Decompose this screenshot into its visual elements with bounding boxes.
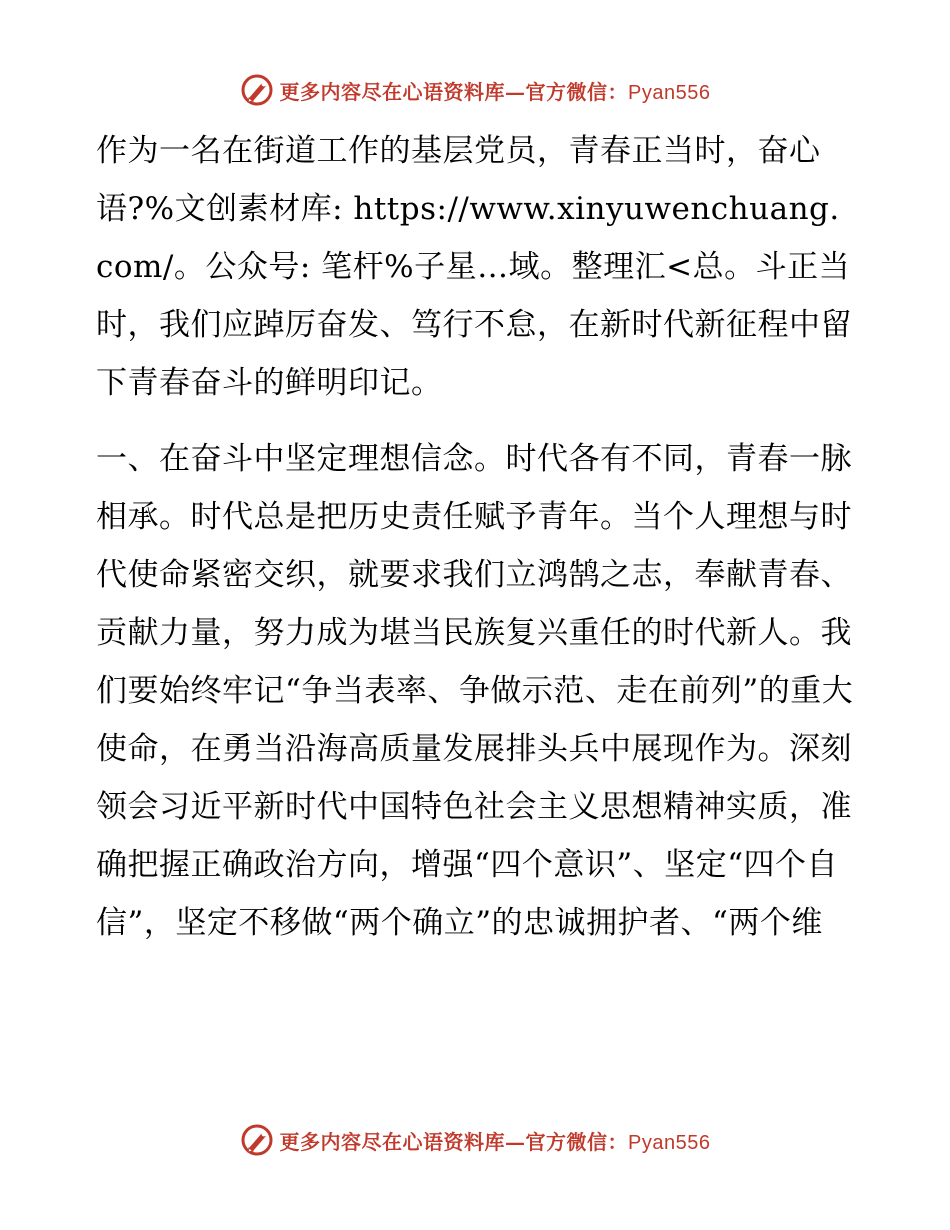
watermark-row [240, 1123, 711, 1157]
watermark-dash: — [505, 79, 526, 104]
watermark-text [280, 1126, 711, 1155]
watermark-wechat-id: Pyan556 [628, 1131, 711, 1154]
watermark-dash: — [505, 1129, 526, 1154]
pen-circle-logo-icon [240, 73, 274, 107]
watermark-wechat-label: 官方微信： [525, 79, 629, 104]
document-body [96, 122, 856, 1102]
watermark-text [280, 76, 711, 105]
watermark-row [240, 73, 711, 107]
watermark-wechat-id: Pyan556 [628, 81, 711, 104]
watermark-wechat-label: 官方微信： [525, 1129, 629, 1154]
pen-circle-logo-icon [240, 1123, 274, 1157]
footer-watermark [0, 1120, 950, 1160]
watermark-main-text: 更多内容尽在心语资料库 [279, 79, 506, 104]
header-watermark [0, 70, 950, 110]
paragraph-intro: 作为一名在街道工作的基层党员，青春正当时，奋心语?%文创素材库: https://www.xinyuwenchuang.com/。公众号: 笔杆%子星…域。整理汇<总。斗正当时，我们应踔厉奋发、笃行不怠，在新时代新征程中留下青春奋斗的鲜明印记。 [96, 133, 852, 401]
paragraph-section-one: 一、在奋斗中坚定理想信念。时代各有不同，青春一脉相承。时代总是把历史责任赋予青年。当个人理想与时代使命紧密交织，就要求我们立鸿鹄之志，奉献青春、贡献力量，努力成为堪当民族复兴重任的时代新人。我们要始终牢记“争当表率、争做示范、走在前列”的重大使命，在勇当沿海高质量发展排头兵中展现作为。深刻领会习近平新时代中国特色社会主义思想精神实质，准确把握正确政治方向，增强“四个意识”、坚定“四个自信”，坚定不移做“两个确立”的忠诚拥护者、“两个维 [96, 441, 854, 941]
watermark-main-text: 更多内容尽在心语资料库 [279, 1129, 506, 1154]
